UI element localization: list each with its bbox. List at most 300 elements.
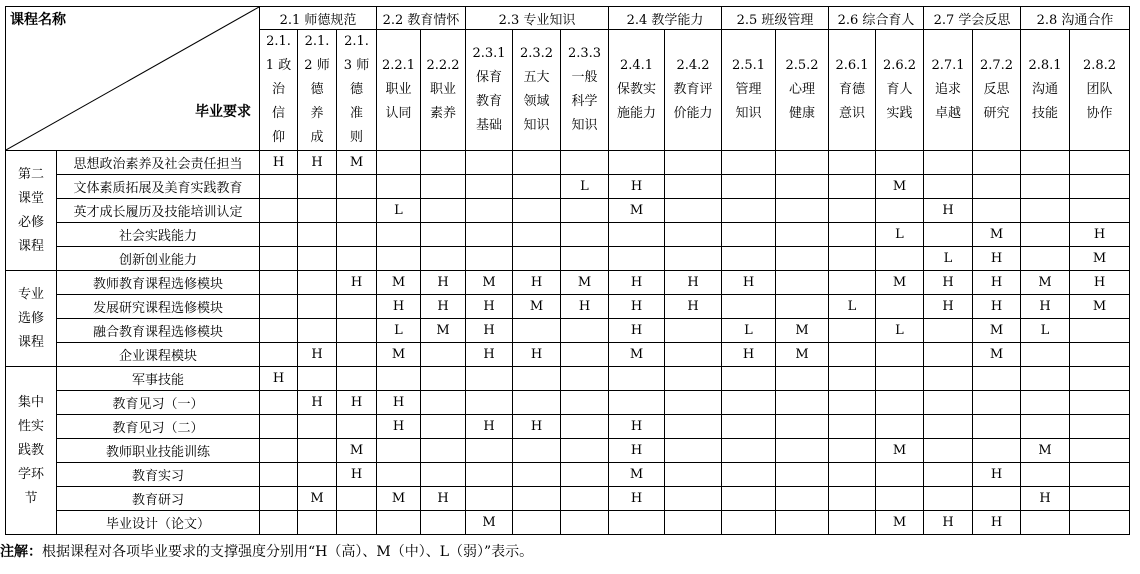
category-cell <box>6 151 57 271</box>
category-label-line: 课堂 <box>17 190 44 206</box>
support-level-cell <box>466 367 513 391</box>
support-level-cell <box>876 199 924 223</box>
category-label-line: 集中 <box>17 394 44 410</box>
support-level-cell <box>1070 343 1130 367</box>
requirement-sub-line: 教育 <box>475 94 502 109</box>
support-level-cell <box>609 367 665 391</box>
table-row <box>6 511 1130 535</box>
requirement-sub-header <box>377 30 421 151</box>
support-level-cell <box>421 511 466 535</box>
support-level-cell <box>973 487 1021 511</box>
support-level-cell <box>776 487 829 511</box>
category-label-line: 性实 <box>17 418 44 434</box>
requirement-sub-line: 信 <box>271 106 285 121</box>
support-level-cell: H <box>609 319 665 343</box>
table-row <box>6 391 1130 415</box>
support-level-cell: M <box>377 487 421 511</box>
requirement-sub-header <box>722 30 776 151</box>
support-level-cell <box>776 295 829 319</box>
support-level-cell <box>337 415 377 439</box>
support-level-cell <box>829 463 876 487</box>
support-level-cell <box>1070 175 1130 199</box>
support-level-cell <box>561 367 609 391</box>
support-level-cell <box>260 247 298 271</box>
requirement-sub-line: 育德 <box>838 82 865 97</box>
requirement-sub-header <box>609 30 665 151</box>
category-label-line: 课程 <box>17 334 44 350</box>
support-level-cell <box>337 343 377 367</box>
course-name: 教师教育课程选修模块 <box>57 271 260 295</box>
requirement-sub-header <box>776 30 829 151</box>
support-level-cell: L <box>722 319 776 343</box>
support-level-cell: H <box>924 295 973 319</box>
requirement-sub-line: 素养 <box>429 106 456 121</box>
support-level-cell <box>829 367 876 391</box>
support-level-cell <box>561 319 609 343</box>
support-level-cell <box>298 223 337 247</box>
table-row <box>6 271 1130 295</box>
table-row <box>6 367 1130 391</box>
requirement-sub-line: 实践 <box>886 106 913 121</box>
support-level-cell <box>337 319 377 343</box>
requirement-sub-header <box>924 30 973 151</box>
support-level-cell <box>722 199 776 223</box>
requirement-sub-line: 2.3.2 <box>519 46 554 61</box>
requirement-sub-line: 育人 <box>886 82 913 97</box>
support-level-cell <box>298 295 337 319</box>
support-level-cell <box>298 175 337 199</box>
support-level-cell: H <box>1070 271 1130 295</box>
support-level-cell <box>1021 247 1070 271</box>
support-level-cell <box>722 415 776 439</box>
support-level-cell <box>829 511 876 535</box>
requirement-sub-line: 保教实 <box>616 82 656 97</box>
support-level-cell: H <box>973 271 1021 295</box>
support-level-cell: L <box>876 319 924 343</box>
support-level-cell: M <box>609 199 665 223</box>
requirement-sub-line: 反思 <box>983 82 1010 97</box>
requirement-sub-line: 养 <box>310 106 324 121</box>
support-level-cell <box>1021 367 1070 391</box>
support-level-cell <box>876 343 924 367</box>
support-level-cell <box>298 511 337 535</box>
support-level-cell <box>665 367 722 391</box>
support-level-cell: H <box>260 151 298 175</box>
support-level-cell <box>421 439 466 463</box>
support-level-cell <box>924 391 973 415</box>
table-row <box>6 175 1130 199</box>
corner-course-label: 课程名称 <box>10 12 66 28</box>
requirement-sub-header <box>260 30 298 151</box>
support-level-cell: H <box>973 511 1021 535</box>
support-level-cell <box>609 247 665 271</box>
support-level-cell <box>260 175 298 199</box>
support-level-cell: M <box>609 343 665 367</box>
support-level-cell <box>665 463 722 487</box>
course-name: 社会实践能力 <box>57 223 260 247</box>
support-level-cell <box>829 151 876 175</box>
support-level-cell: H <box>609 295 665 319</box>
support-level-cell <box>665 439 722 463</box>
support-level-cell <box>876 463 924 487</box>
support-level-cell <box>722 151 776 175</box>
support-level-cell <box>776 367 829 391</box>
support-level-cell <box>298 439 337 463</box>
support-level-cell: H <box>260 367 298 391</box>
support-level-cell: M <box>876 511 924 535</box>
requirement-sub-line: 认同 <box>385 106 412 121</box>
requirement-sub-line: 价能力 <box>673 106 713 121</box>
support-level-cell <box>513 367 561 391</box>
support-level-cell <box>876 367 924 391</box>
support-level-cell: H <box>722 271 776 295</box>
support-level-cell <box>260 199 298 223</box>
support-level-cell: H <box>421 295 466 319</box>
requirement-sub-line: 1 政 <box>265 58 292 73</box>
requirement-sub-line: 仰 <box>271 130 285 145</box>
support-level-cell <box>561 247 609 271</box>
support-level-cell <box>466 223 513 247</box>
support-level-cell <box>722 247 776 271</box>
category-cell <box>6 271 57 367</box>
support-level-cell <box>973 199 1021 223</box>
support-level-cell <box>260 463 298 487</box>
support-level-cell <box>924 439 973 463</box>
support-level-cell: H <box>609 271 665 295</box>
requirement-sub-line: 德 <box>349 82 363 97</box>
requirement-sub-line: 沟通 <box>1031 82 1058 97</box>
support-level-cell: H <box>973 463 1021 487</box>
support-level-cell <box>722 175 776 199</box>
support-level-cell <box>776 151 829 175</box>
support-level-cell: H <box>665 271 722 295</box>
support-level-cell <box>466 463 513 487</box>
support-level-cell <box>722 367 776 391</box>
requirement-sub-line: 领域 <box>523 94 550 109</box>
support-level-cell: M <box>876 439 924 463</box>
requirement-sub-line: 3 师 <box>343 58 370 73</box>
support-level-cell <box>337 199 377 223</box>
support-level-cell <box>1021 151 1070 175</box>
support-level-cell: H <box>337 271 377 295</box>
requirement-sub-line: 意识 <box>838 106 865 121</box>
support-level-cell <box>1021 511 1070 535</box>
requirement-sub-line: 团队 <box>1086 82 1113 97</box>
support-level-cell <box>665 487 722 511</box>
support-level-cell: H <box>1021 295 1070 319</box>
support-level-cell <box>1021 175 1070 199</box>
course-name: 英才成长履历及技能培训认定 <box>57 199 260 223</box>
support-level-cell: L <box>377 199 421 223</box>
support-level-cell: H <box>561 295 609 319</box>
support-level-cell <box>776 439 829 463</box>
support-level-cell <box>421 175 466 199</box>
course-name: 企业课程模块 <box>57 343 260 367</box>
support-level-cell <box>876 391 924 415</box>
support-level-cell: H <box>609 415 665 439</box>
requirement-sub-line: 教育评 <box>673 82 713 97</box>
course-name: 教育实习 <box>57 463 260 487</box>
support-level-cell <box>561 463 609 487</box>
support-level-cell: M <box>377 271 421 295</box>
support-level-cell <box>665 247 722 271</box>
support-level-cell <box>377 511 421 535</box>
support-level-cell <box>924 175 973 199</box>
support-level-cell: H <box>298 343 337 367</box>
support-level-cell <box>298 319 337 343</box>
support-level-cell <box>377 463 421 487</box>
support-level-cell <box>513 151 561 175</box>
support-level-cell <box>776 391 829 415</box>
requirement-sub-line: 2.8.2 <box>1082 58 1117 73</box>
support-level-cell <box>513 247 561 271</box>
requirement-sub-line: 科学 <box>571 94 598 109</box>
support-level-cell <box>973 175 1021 199</box>
support-level-cell <box>876 487 924 511</box>
requirement-group-header: 2.5 班级管理 <box>722 7 829 30</box>
support-level-cell: H <box>513 415 561 439</box>
support-level-cell <box>973 391 1021 415</box>
support-level-cell: M <box>561 271 609 295</box>
support-level-cell <box>260 511 298 535</box>
support-level-cell <box>924 151 973 175</box>
support-level-cell: M <box>776 343 829 367</box>
support-level-cell: M <box>1070 295 1130 319</box>
support-level-cell <box>829 223 876 247</box>
course-name: 毕业设计（论文） <box>57 511 260 535</box>
support-level-cell: H <box>973 295 1021 319</box>
support-level-cell <box>776 223 829 247</box>
requirement-sub-line: 基础 <box>475 118 502 133</box>
support-level-cell: M <box>776 319 829 343</box>
support-level-cell: M <box>421 319 466 343</box>
support-level-cell <box>260 439 298 463</box>
support-level-cell <box>665 199 722 223</box>
support-level-cell <box>722 511 776 535</box>
requirement-group-header: 2.3 专业知识 <box>466 7 609 30</box>
table-row <box>6 199 1130 223</box>
support-level-cell <box>421 343 466 367</box>
requirement-sub-line: 2.4.1 <box>619 58 654 73</box>
support-level-cell <box>561 151 609 175</box>
requirement-sub-line: 2.6.2 <box>882 58 917 73</box>
requirement-sub-line: 2.1. <box>344 34 369 49</box>
support-level-cell <box>829 199 876 223</box>
support-level-cell <box>924 487 973 511</box>
requirement-sub-header <box>1070 30 1130 151</box>
support-level-cell <box>561 439 609 463</box>
requirement-sub-line: 2.7.2 <box>979 58 1014 73</box>
support-level-cell <box>561 391 609 415</box>
support-level-cell <box>337 175 377 199</box>
support-level-cell <box>1021 391 1070 415</box>
support-level-cell <box>421 247 466 271</box>
support-level-cell <box>722 487 776 511</box>
support-level-cell <box>298 247 337 271</box>
support-level-cell <box>466 151 513 175</box>
support-level-cell: L <box>876 223 924 247</box>
support-level-cell: L <box>561 175 609 199</box>
support-level-cell <box>298 271 337 295</box>
category-label-line: 专业 <box>17 286 44 302</box>
support-level-cell <box>466 439 513 463</box>
support-level-cell <box>776 175 829 199</box>
support-level-cell: H <box>609 175 665 199</box>
category-label-line: 必修 <box>17 214 44 230</box>
support-level-cell <box>722 391 776 415</box>
requirement-sub-line: 2.1. <box>266 34 291 49</box>
support-level-cell <box>513 175 561 199</box>
support-level-cell <box>337 487 377 511</box>
requirement-sub-line: 保育 <box>475 70 502 85</box>
support-level-cell <box>298 415 337 439</box>
support-level-cell: H <box>1070 223 1130 247</box>
support-level-cell <box>513 439 561 463</box>
support-level-cell <box>776 271 829 295</box>
support-level-cell <box>973 151 1021 175</box>
requirement-sub-line: 则 <box>349 130 363 145</box>
support-level-cell <box>513 511 561 535</box>
support-level-cell <box>1070 511 1130 535</box>
requirement-sub-line: 追求 <box>934 82 961 97</box>
support-level-cell: H <box>924 511 973 535</box>
support-level-cell <box>665 415 722 439</box>
support-level-cell: H <box>337 463 377 487</box>
support-level-cell: M <box>466 271 513 295</box>
support-level-cell <box>829 415 876 439</box>
requirement-group-header: 2.4 教学能力 <box>609 7 722 30</box>
table-row <box>6 463 1130 487</box>
course-name: 教育见习（二） <box>57 415 260 439</box>
corner-header <box>6 7 260 151</box>
support-level-cell <box>1070 151 1130 175</box>
requirement-sub-line: 施能力 <box>616 106 656 121</box>
support-level-cell <box>1070 199 1130 223</box>
support-level-cell: L <box>924 247 973 271</box>
table-row <box>6 247 1130 271</box>
support-level-cell <box>876 295 924 319</box>
requirement-sub-header <box>421 30 466 151</box>
category-label-line: 课程 <box>17 238 44 254</box>
support-level-cell <box>466 391 513 415</box>
support-level-cell <box>776 415 829 439</box>
support-level-cell <box>876 151 924 175</box>
support-level-cell: M <box>1021 439 1070 463</box>
support-level-cell <box>665 391 722 415</box>
requirement-sub-line: 2.7.1 <box>931 58 965 73</box>
support-level-cell: H <box>513 343 561 367</box>
corner-requirement-label: 毕业要求 <box>195 104 251 120</box>
support-level-cell: M <box>973 223 1021 247</box>
support-level-cell <box>722 223 776 247</box>
requirement-group-header: 2.6 综合育人 <box>829 7 924 30</box>
requirement-sub-line: 知识 <box>735 106 762 121</box>
support-level-cell <box>722 295 776 319</box>
support-level-cell <box>260 415 298 439</box>
support-level-cell: H <box>466 415 513 439</box>
requirement-sub-line: 2.3.1 <box>472 46 506 61</box>
support-level-cell: H <box>609 439 665 463</box>
support-level-cell <box>776 511 829 535</box>
support-level-cell <box>466 487 513 511</box>
requirement-group-header: 2.1 师德规范 <box>260 7 377 30</box>
requirement-sub-header <box>1021 30 1070 151</box>
support-level-cell <box>609 223 665 247</box>
support-level-cell <box>298 199 337 223</box>
support-level-cell <box>298 463 337 487</box>
course-name: 教育研习 <box>57 487 260 511</box>
requirement-sub-line: 准 <box>349 106 363 121</box>
requirement-sub-line: 2.5.2 <box>785 58 819 73</box>
requirement-sub-line: 2.1. <box>304 34 330 49</box>
support-level-cell: H <box>298 151 337 175</box>
support-level-cell <box>924 367 973 391</box>
table-row <box>6 151 1130 175</box>
support-level-cell: M <box>298 487 337 511</box>
table-row <box>6 439 1130 463</box>
support-level-cell: H <box>924 199 973 223</box>
course-name: 教师职业技能训练 <box>57 439 260 463</box>
requirement-sub-line: 研究 <box>983 106 1010 121</box>
requirement-sub-header <box>337 30 377 151</box>
support-level-cell <box>513 391 561 415</box>
support-level-cell: M <box>337 439 377 463</box>
course-name: 融合教育课程选修模块 <box>57 319 260 343</box>
requirement-sub-line: 一般 <box>571 70 598 85</box>
course-name: 军事技能 <box>57 367 260 391</box>
support-level-cell <box>260 295 298 319</box>
support-level-cell <box>513 487 561 511</box>
support-level-cell <box>421 199 466 223</box>
support-level-cell <box>722 439 776 463</box>
support-level-cell: H <box>973 247 1021 271</box>
support-level-cell <box>513 319 561 343</box>
requirement-sub-header <box>876 30 924 151</box>
category-label-line: 践教 <box>17 442 44 458</box>
support-level-cell <box>1070 319 1130 343</box>
support-level-cell <box>722 463 776 487</box>
support-level-cell <box>561 487 609 511</box>
requirement-sub-line: 协作 <box>1086 106 1113 121</box>
support-level-cell <box>829 487 876 511</box>
support-level-cell <box>665 343 722 367</box>
footnote-label: 注解： <box>0 544 42 560</box>
support-level-cell: H <box>377 295 421 319</box>
table-row <box>6 295 1130 319</box>
support-level-cell <box>665 175 722 199</box>
support-level-cell <box>421 391 466 415</box>
support-level-cell <box>260 223 298 247</box>
support-level-cell <box>829 343 876 367</box>
support-level-cell: M <box>876 271 924 295</box>
support-level-cell: H <box>466 295 513 319</box>
footnote <box>0 541 533 561</box>
support-level-cell <box>337 295 377 319</box>
support-level-cell: H <box>421 487 466 511</box>
requirement-group-header: 2.8 沟通合作 <box>1021 7 1130 30</box>
support-level-cell <box>377 439 421 463</box>
support-level-cell <box>609 151 665 175</box>
course-name: 教育见习（一） <box>57 391 260 415</box>
support-level-cell <box>609 511 665 535</box>
support-level-cell: M <box>377 343 421 367</box>
graduation-requirements-matrix <box>5 6 1130 535</box>
support-level-cell: H <box>466 343 513 367</box>
support-level-cell <box>421 463 466 487</box>
support-level-cell: H <box>924 271 973 295</box>
requirement-sub-line: 2.4.2 <box>676 58 710 73</box>
support-level-cell <box>776 463 829 487</box>
